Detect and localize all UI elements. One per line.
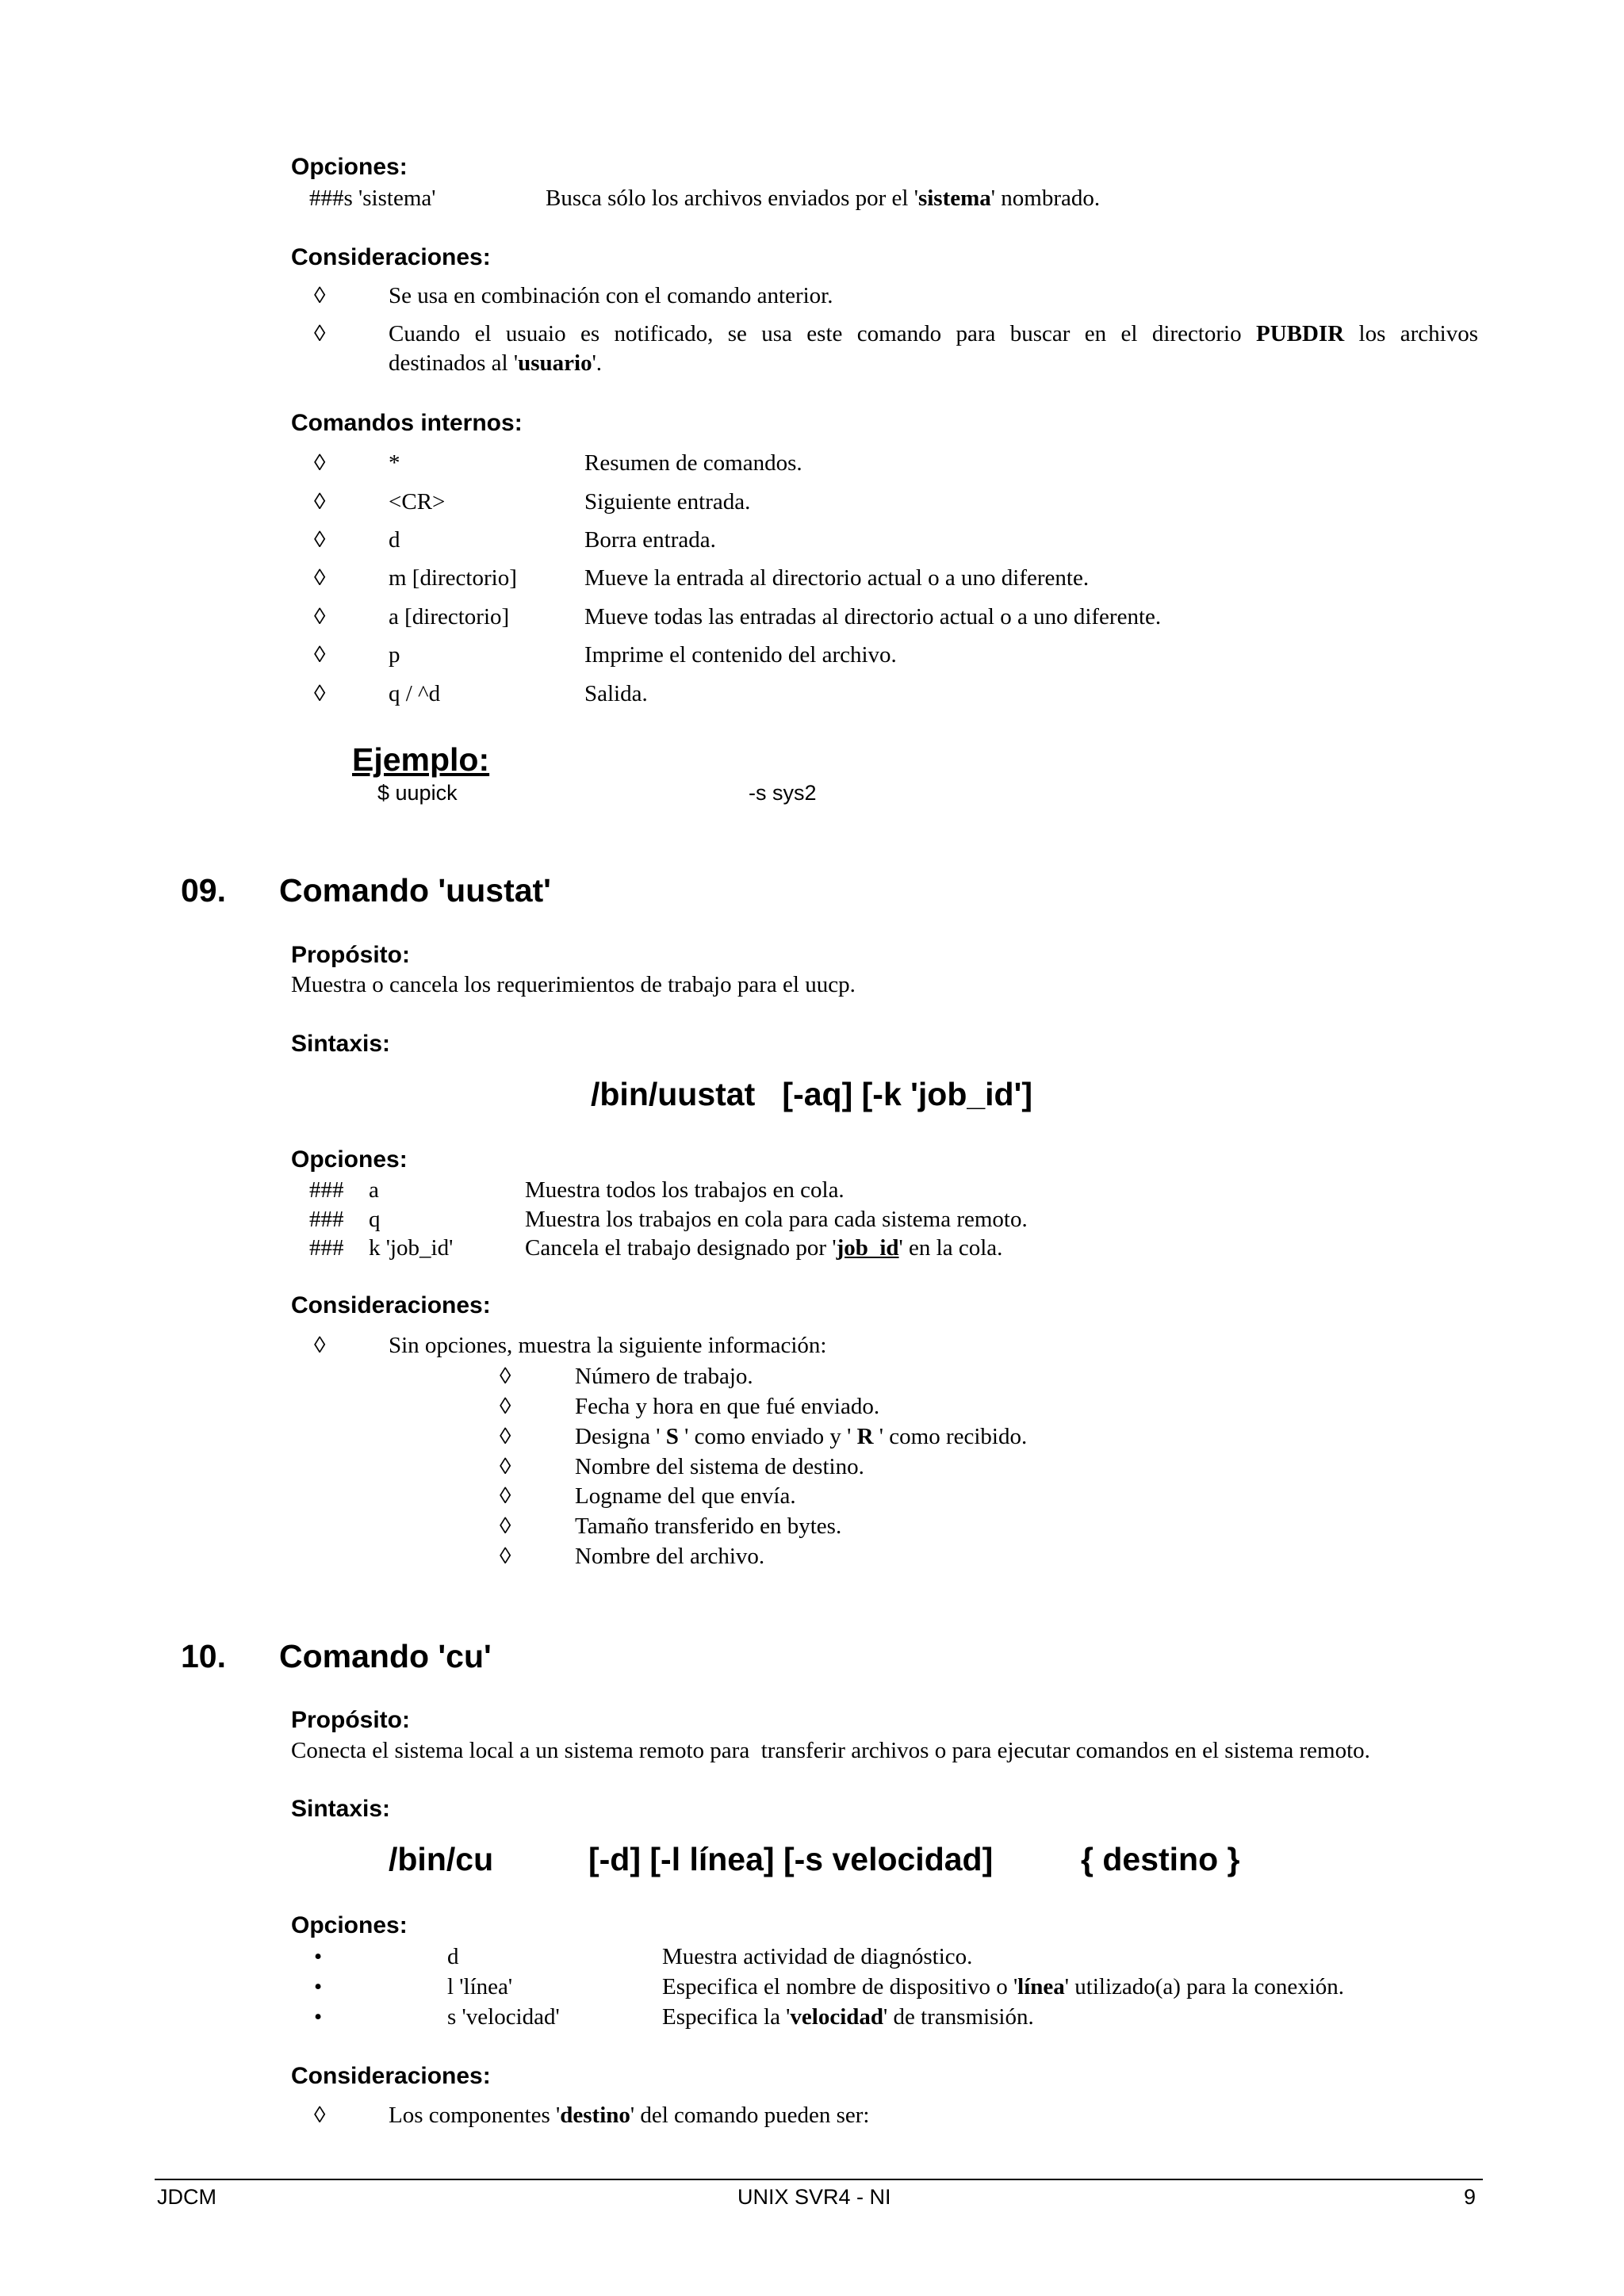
section-title: Comando 'cu' bbox=[279, 1638, 492, 1674]
example-argument: -s sys2 bbox=[749, 781, 817, 805]
consideration-text-cont: destinados al 'usuario'. bbox=[389, 350, 603, 376]
section-number: 10. bbox=[181, 1638, 226, 1674]
consideration-text: Cuando el usuaio es notificado, se usa este comando para buscar en el directorio PUBDIR los archivos bbox=[389, 321, 1479, 346]
bullet-icon: • bbox=[314, 2004, 323, 2030]
diamond-icon: ◊ bbox=[314, 2103, 326, 2128]
option-desc: Muestra los trabajos en cola para cada sistema remoto. bbox=[525, 1207, 1028, 1232]
bullet-icon: • bbox=[314, 1944, 323, 1969]
diamond-icon: ◊ bbox=[314, 642, 326, 668]
option-desc: Muestra actividad de diagnóstico. bbox=[662, 1944, 973, 1969]
consideration-text: Los componentes 'destino' del comando pueden ser: bbox=[389, 2103, 870, 2128]
option-desc: Especifica la 'velocidad' de transmisión. bbox=[662, 2004, 1034, 2030]
option-marker: ### bbox=[309, 1207, 344, 1232]
options-label: Opciones: bbox=[291, 1146, 408, 1173]
options-label: Opciones: bbox=[291, 1912, 408, 1938]
diamond-icon: ◊ bbox=[500, 1513, 511, 1539]
consideration-text: Se usa en combinación con el comando anterior. bbox=[389, 283, 833, 308]
diamond-icon: ◊ bbox=[314, 527, 326, 553]
option-flag: d bbox=[447, 1944, 459, 1969]
example-command: $ uupick bbox=[377, 781, 458, 805]
syntax-options: [-d] [-l línea] [-s velocidad] bbox=[588, 1841, 994, 1877]
diamond-icon: ◊ bbox=[500, 1364, 511, 1389]
diamond-icon: ◊ bbox=[314, 565, 326, 591]
option-desc: Cancela el trabajo designado por 'job_id' en la cola. bbox=[525, 1235, 1003, 1261]
internal-cmd: a [directorio] bbox=[389, 604, 510, 629]
info-item: Fecha y hora en que fué enviado. bbox=[575, 1394, 880, 1419]
example-label: Ejemplo: bbox=[352, 741, 490, 778]
diamond-icon: ◊ bbox=[314, 283, 326, 308]
options-label: Opciones: bbox=[291, 154, 408, 180]
purpose-text: Conecta el sistema local a un sistema remoto para transferir archivos o para ejecutar comandos en el sistema remoto. bbox=[291, 1738, 1370, 1763]
option-flag: s 'velocidad' bbox=[447, 2004, 560, 2030]
info-item: Designa ' S ' como enviado y ' R ' como recibido. bbox=[575, 1424, 1028, 1449]
option-desc: Busca sólo los archivos enviados por el 'sistema' nombrado. bbox=[546, 186, 1101, 211]
internal-desc: Borra entrada. bbox=[584, 527, 716, 553]
option-marker: ### bbox=[309, 1177, 344, 1203]
option-flag: k 'job_id' bbox=[369, 1235, 454, 1261]
info-item: Tamaño transferido en bytes. bbox=[575, 1513, 842, 1539]
considerations-label: Consideraciones: bbox=[291, 244, 491, 270]
bullet-icon: • bbox=[314, 1974, 323, 1999]
internal-cmd: <CR> bbox=[389, 489, 446, 515]
consideration-text: Sin opciones, muestra la siguiente información: bbox=[389, 1333, 827, 1358]
diamond-icon: ◊ bbox=[314, 489, 326, 515]
option-flag: a bbox=[369, 1177, 379, 1203]
syntax-line: /bin/uustat [-aq] [-k 'job_id'] bbox=[591, 1076, 1033, 1112]
diamond-icon: ◊ bbox=[500, 1483, 511, 1509]
internal-desc: Siguiente entrada. bbox=[584, 489, 751, 515]
diamond-icon: ◊ bbox=[500, 1394, 511, 1419]
section-title: Comando 'uustat' bbox=[279, 872, 551, 909]
diamond-icon: ◊ bbox=[314, 604, 326, 629]
purpose-text: Muestra o cancela los requerimientos de trabajo para el uucp. bbox=[291, 972, 856, 997]
section-number: 09. bbox=[181, 872, 226, 909]
internal-desc: Salida. bbox=[584, 681, 648, 706]
diamond-icon: ◊ bbox=[314, 1333, 326, 1358]
info-item: Número de trabajo. bbox=[575, 1364, 753, 1389]
considerations-label: Consideraciones: bbox=[291, 2063, 491, 2089]
internal-desc: Resumen de comandos. bbox=[584, 450, 802, 476]
footer-title: UNIX SVR4 - NI bbox=[737, 2185, 891, 2209]
diamond-icon: ◊ bbox=[500, 1424, 511, 1449]
syntax-command: /bin/cu bbox=[389, 1841, 494, 1877]
internal-cmd: d bbox=[389, 527, 400, 553]
considerations-label: Consideraciones: bbox=[291, 1292, 491, 1318]
internal-desc: Mueve todas las entradas al directorio actual o a uno diferente. bbox=[584, 604, 1162, 629]
diamond-icon: ◊ bbox=[314, 681, 326, 706]
info-item: Nombre del archivo. bbox=[575, 1544, 765, 1569]
internal-desc: Mueve la entrada al directorio actual o a uno diferente. bbox=[584, 565, 1090, 591]
internal-cmd: p bbox=[389, 642, 400, 668]
diamond-icon: ◊ bbox=[314, 450, 326, 476]
option-marker: ### bbox=[309, 1235, 344, 1261]
option-flag: q bbox=[369, 1207, 381, 1232]
info-item: Logname del que envía. bbox=[575, 1483, 796, 1509]
info-item: Nombre del sistema de destino. bbox=[575, 1454, 864, 1479]
internal-cmd: * bbox=[389, 450, 400, 476]
option-desc: Especifica el nombre de dispositivo o 'línea' utilizado(a) para la conexión. bbox=[662, 1974, 1345, 1999]
option-desc: Muestra todos los trabajos en cola. bbox=[525, 1177, 845, 1203]
internal-commands-label: Comandos internos: bbox=[291, 410, 523, 436]
syntax-destination: { destino } bbox=[1081, 1841, 1240, 1877]
internal-cmd: m [directorio] bbox=[389, 565, 517, 591]
internal-cmd: q / ^d bbox=[389, 681, 441, 706]
footer-rule bbox=[155, 2179, 1483, 2180]
option-flag: l 'línea' bbox=[447, 1974, 513, 1999]
syntax-label: Sintaxis: bbox=[291, 1796, 391, 1822]
option-flag: ###s 'sistema' bbox=[309, 186, 436, 211]
footer-author: JDCM bbox=[157, 2185, 216, 2209]
purpose-label: Propósito: bbox=[291, 1707, 410, 1733]
diamond-icon: ◊ bbox=[314, 321, 326, 346]
internal-desc: Imprime el contenido del archivo. bbox=[584, 642, 897, 668]
syntax-label: Sintaxis: bbox=[291, 1031, 391, 1057]
purpose-label: Propósito: bbox=[291, 942, 410, 968]
diamond-icon: ◊ bbox=[500, 1544, 511, 1569]
page-number: 9 bbox=[1464, 2185, 1477, 2209]
diamond-icon: ◊ bbox=[500, 1454, 511, 1479]
